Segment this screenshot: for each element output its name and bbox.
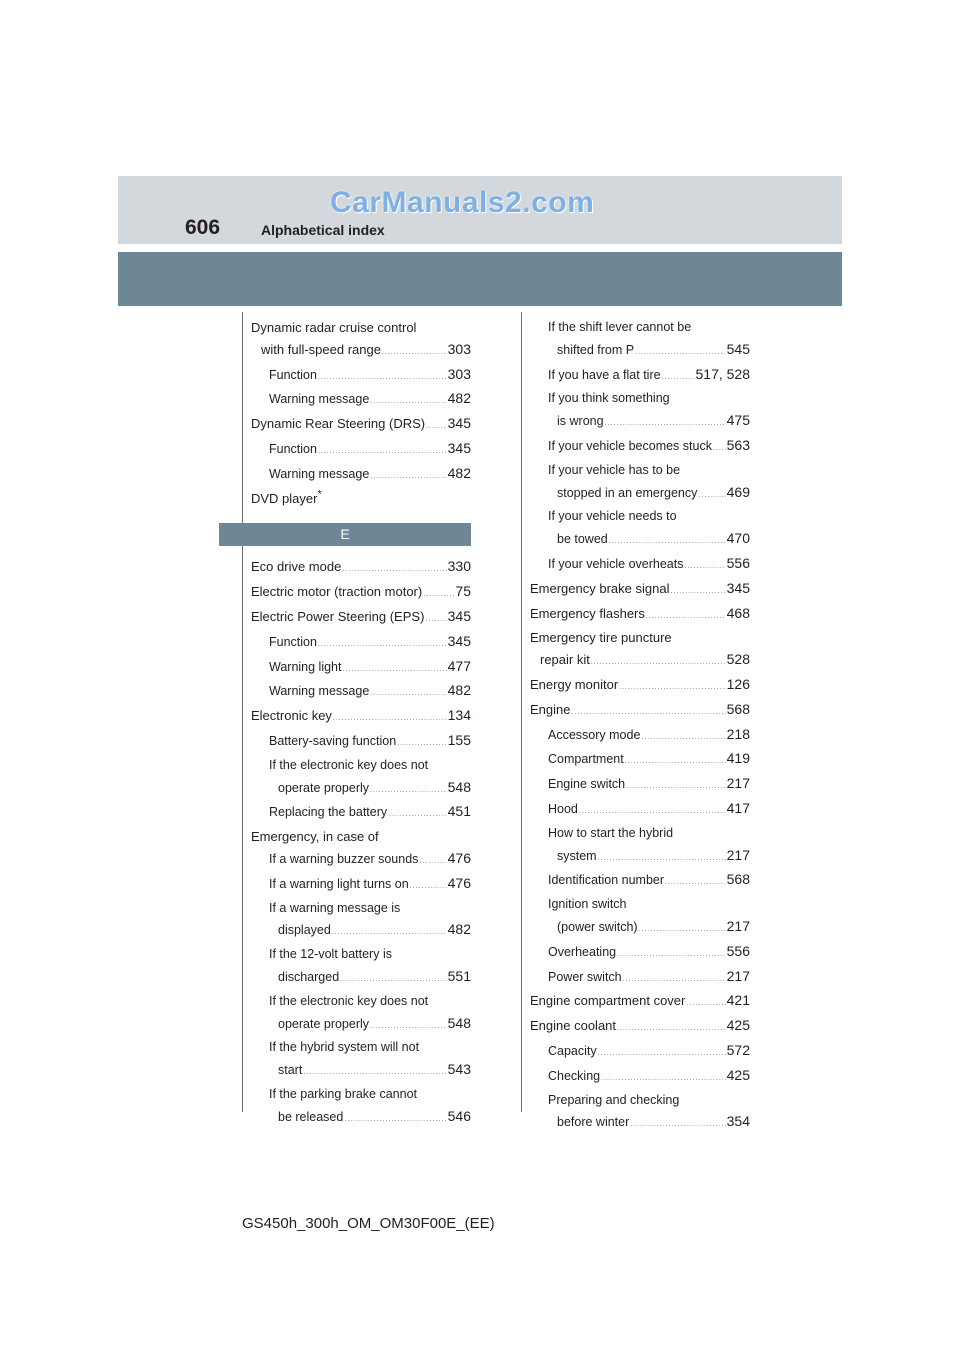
entry-page: 345 <box>447 439 471 456</box>
index-entry <box>530 364 750 389</box>
dot-leader <box>318 634 447 656</box>
dot-leader <box>332 922 447 944</box>
index-entry <box>251 755 471 777</box>
index-entry <box>251 1037 471 1059</box>
dot-leader <box>591 652 726 674</box>
entry-page: 303 <box>447 340 471 357</box>
entry-text: If your vehicle overheats <box>548 556 684 571</box>
entry-text: be towed <box>557 532 608 547</box>
index-entry <box>530 674 750 699</box>
dot-leader <box>579 801 726 823</box>
entry-page: 548 <box>447 1014 471 1031</box>
entry-text: Engine <box>530 701 571 717</box>
index-entry <box>530 317 750 339</box>
entry-text: If the hybrid system will not <box>269 1040 420 1055</box>
index-entry <box>251 944 471 966</box>
entry-text: discharged <box>278 969 340 984</box>
entry-page: 563 <box>726 436 750 453</box>
entry-page: 419 <box>726 750 750 767</box>
index-entry <box>530 699 750 724</box>
entry-text: (power switch) <box>557 919 638 934</box>
dot-leader <box>635 342 726 364</box>
index-entry <box>251 919 471 944</box>
entry-text: Battery-saving function <box>269 733 397 748</box>
index-entry <box>251 680 471 705</box>
dot-leader <box>318 441 447 463</box>
entry-page: 548 <box>447 778 471 795</box>
entry-text: Compartment <box>548 752 624 767</box>
entry-page: 469 <box>726 483 750 500</box>
entry-text: If your vehicle has to be <box>548 462 681 477</box>
entry-page: 218 <box>726 725 750 742</box>
entry-page: 551 <box>447 967 471 984</box>
index-entry <box>530 748 750 773</box>
index-entry <box>530 1111 750 1136</box>
entry-page: 417 <box>726 799 750 816</box>
entry-page: 421 <box>726 992 750 1009</box>
entry-text: Electric Power Steering (EPS) <box>251 608 425 624</box>
dot-leader <box>318 367 447 389</box>
entry-text: Ignition switch <box>548 897 627 912</box>
entry-text: Eco drive mode <box>251 559 342 575</box>
dot-leader <box>370 780 447 802</box>
column-divider-left <box>242 312 243 1112</box>
entry-text: Warning light <box>269 659 342 674</box>
index-entry <box>251 1013 471 1038</box>
dot-leader <box>303 1062 446 1084</box>
dot-leader <box>340 969 446 991</box>
entry-text: Function <box>269 441 317 456</box>
entry-page: 345 <box>447 632 471 649</box>
entry-text: system <box>557 848 597 863</box>
entry-page: 354 <box>726 1113 750 1130</box>
dot-leader <box>662 367 695 389</box>
dot-leader <box>609 531 726 553</box>
entry-text: be released <box>278 1109 344 1124</box>
entry-text: Power switch <box>548 969 622 984</box>
entry-text: operate properly <box>278 780 370 795</box>
entry-text: If the parking brake cannot <box>269 1086 418 1101</box>
watermark-logo: CarManuals2.com <box>330 186 595 219</box>
entry-text: Checking <box>548 1068 601 1083</box>
index-entry <box>251 873 471 898</box>
entry-text: Energy monitor <box>530 676 619 692</box>
entry-text: If a warning light turns on <box>269 876 409 891</box>
index-entry <box>251 826 471 848</box>
entry-page: 303 <box>447 365 471 382</box>
entry-text: shifted from P <box>557 342 635 357</box>
dot-leader <box>598 1043 726 1065</box>
index-entry <box>530 435 750 460</box>
index-entry <box>530 724 750 749</box>
dot-leader <box>397 733 446 755</box>
index-entry <box>251 364 471 389</box>
entry-text: Capacity <box>548 1043 597 1058</box>
dot-leader <box>625 751 726 773</box>
index-entry <box>251 848 471 873</box>
entry-text: Electric motor (traction motor) <box>251 584 423 600</box>
index-entry <box>530 528 750 553</box>
entry-text: Dynamic Rear Steering (DRS) <box>251 416 426 432</box>
section-band <box>118 252 842 306</box>
index-column-right <box>530 317 750 1136</box>
entry-page: 217 <box>726 967 750 984</box>
index-entry <box>530 845 750 870</box>
index-entry <box>251 1059 471 1084</box>
dot-leader <box>646 606 726 628</box>
dot-leader <box>626 776 726 798</box>
entry-page: 217 <box>726 775 750 792</box>
entry-page: 528 <box>726 651 750 668</box>
index-entry <box>530 773 750 798</box>
entry-text: Overheating <box>548 944 617 959</box>
dot-leader <box>601 1068 726 1090</box>
entry-text: stopped in an emergency <box>557 485 698 500</box>
entry-text: If your vehicle needs to <box>548 509 677 524</box>
entry-text: operate properly <box>278 1016 370 1031</box>
index-entry <box>530 869 750 894</box>
dot-leader <box>665 872 726 894</box>
entry-page: 451 <box>447 803 471 820</box>
entry-page: 475 <box>726 412 750 429</box>
index-entry <box>251 631 471 656</box>
entry-text: Emergency brake signal <box>530 580 670 596</box>
index-entry <box>251 317 471 339</box>
entry-page: 572 <box>726 1041 750 1058</box>
entry-text: If you have a flat tire <box>548 367 661 382</box>
index-entry <box>530 1015 750 1040</box>
entry-text: If the electronic key does not <box>269 757 429 772</box>
index-entry <box>251 730 471 755</box>
entry-text: Engine compartment cover <box>530 993 686 1009</box>
index-entry <box>530 553 750 578</box>
dot-leader <box>670 581 725 603</box>
entry-text: Emergency, in case of <box>251 829 379 845</box>
entry-text: Accessory mode <box>548 727 641 742</box>
entry-page: 482 <box>447 682 471 699</box>
dot-leader <box>425 609 446 631</box>
entry-page: 545 <box>726 340 750 357</box>
index-entry <box>251 705 471 730</box>
dot-leader <box>685 556 726 578</box>
dot-leader <box>623 969 726 991</box>
column-divider-right <box>521 312 522 1112</box>
index-entry <box>251 339 471 364</box>
entry-page: 330 <box>447 558 471 575</box>
entry-page: 345 <box>726 579 750 596</box>
dot-leader <box>605 413 726 435</box>
entry-page: 546 <box>447 1107 471 1124</box>
dot-leader <box>342 559 446 581</box>
dot-leader <box>598 848 726 870</box>
entry-page: 468 <box>726 604 750 621</box>
index-entry <box>530 388 750 410</box>
index-entry <box>251 656 471 681</box>
entry-text: is wrong <box>557 414 604 429</box>
dot-leader <box>619 677 725 699</box>
dot-leader <box>343 659 447 681</box>
entry-text: Emergency flashers <box>530 605 645 621</box>
dot-leader <box>344 1109 446 1131</box>
index-entry <box>530 1065 750 1090</box>
entry-text: Engine coolant <box>530 1018 617 1034</box>
entry-text: displayed <box>278 923 331 938</box>
entry-page: 482 <box>447 464 471 481</box>
index-entry <box>251 438 471 463</box>
entry-text: How to start the hybrid <box>548 825 674 840</box>
entry-text: Preparing and checking <box>548 1092 680 1107</box>
entry-page: 75 <box>455 583 471 600</box>
entry-text: If you think something <box>548 391 670 406</box>
index-entry <box>251 777 471 802</box>
index-entry <box>530 916 750 941</box>
dot-leader <box>617 944 726 966</box>
entry-text: Warning message <box>269 466 370 481</box>
entry-text: Engine switch <box>548 777 626 792</box>
entry-text: Warning message <box>269 684 370 699</box>
dot-leader <box>698 485 725 507</box>
index-entry <box>251 413 471 438</box>
entry-page: 217 <box>726 917 750 934</box>
entry-text: repair kit <box>540 652 590 668</box>
entry-text: DVD player <box>251 490 318 506</box>
index-entry <box>530 578 750 603</box>
index-entry <box>251 898 471 920</box>
index-entry <box>530 339 750 364</box>
section-header-e: E <box>219 523 471 546</box>
dot-leader <box>410 876 447 898</box>
entry-text: Hood <box>548 801 578 816</box>
document-code: GS450h_300h_OM_OM30F00E_(EE) <box>242 1215 495 1232</box>
entry-page: 345 <box>447 607 471 624</box>
dot-leader <box>641 727 725 749</box>
dot-leader <box>423 584 454 606</box>
index-entry <box>251 463 471 488</box>
index-entry <box>251 556 471 581</box>
dot-leader <box>370 466 446 488</box>
index-entry <box>530 410 750 435</box>
dot-leader <box>426 416 447 438</box>
dot-leader <box>686 993 725 1015</box>
entry-page: 470 <box>726 530 750 547</box>
entry-text: start <box>278 1063 303 1078</box>
entry-text: before winter <box>557 1115 630 1130</box>
index-entry <box>530 966 750 991</box>
entry-text: If the 12-volt battery is <box>269 947 392 962</box>
entry-text: Electronic key <box>251 708 332 724</box>
index-entry <box>251 801 471 826</box>
index-entry <box>530 1090 750 1112</box>
asterisk-mark: * <box>317 488 322 501</box>
index-entry <box>251 991 471 1013</box>
entry-page: 476 <box>447 849 471 866</box>
index-entry <box>530 798 750 823</box>
index-entry <box>530 506 750 528</box>
dot-leader <box>370 1016 447 1038</box>
entry-page: 126 <box>726 675 750 692</box>
entry-page: 556 <box>726 554 750 571</box>
entry-page: 568 <box>726 871 750 888</box>
index-entry <box>530 1040 750 1065</box>
entry-text: If the shift lever cannot be <box>548 320 692 334</box>
dot-leader <box>388 804 447 826</box>
index-entry <box>251 581 471 606</box>
entry-page: 482 <box>447 921 471 938</box>
dot-leader <box>419 851 446 873</box>
entry-page: 476 <box>447 874 471 891</box>
entry-text: with full-speed range <box>261 341 381 357</box>
index-entry <box>530 649 750 674</box>
dot-leader <box>333 708 447 730</box>
entry-text: Identification number <box>548 873 665 888</box>
dot-leader <box>382 342 447 364</box>
index-entry <box>530 823 750 845</box>
entry-page: 217 <box>726 846 750 863</box>
index-entry <box>530 894 750 916</box>
entry-page: 556 <box>726 942 750 959</box>
index-entry <box>530 627 750 649</box>
index-entry <box>530 941 750 966</box>
entry-page: 477 <box>447 657 471 674</box>
entry-page: 134 <box>447 707 471 724</box>
entry-page: 568 <box>726 700 750 717</box>
index-entry <box>530 603 750 628</box>
entry-text: Emergency tire puncture <box>530 630 672 646</box>
entry-page: 155 <box>447 731 471 748</box>
dot-leader <box>639 919 726 941</box>
entry-page: 425 <box>726 1017 750 1034</box>
entry-text: Function <box>269 634 317 649</box>
dot-leader <box>713 438 726 460</box>
entry-text: Warning message <box>269 392 370 407</box>
index-entry <box>251 1106 471 1131</box>
page-title: Alphabetical index <box>261 222 385 238</box>
entry-text: If your vehicle becomes stuck <box>548 438 712 453</box>
entry-text: If the electronic key does not <box>269 993 429 1008</box>
index-entry <box>251 488 471 510</box>
index-entry <box>251 388 471 413</box>
page-number: 606 <box>185 216 221 239</box>
index-entry <box>251 1084 471 1106</box>
entry-text: Function <box>269 367 317 382</box>
index-entry <box>530 990 750 1015</box>
entry-page: 517, 528 <box>695 365 750 382</box>
entry-text: Dynamic radar cruise control <box>251 320 417 335</box>
dot-leader <box>370 683 446 705</box>
dot-leader <box>370 391 446 413</box>
entry-text: If a warning message is <box>269 900 401 915</box>
index-entry <box>530 482 750 507</box>
dot-leader <box>617 1018 726 1040</box>
entry-page: 345 <box>447 415 471 432</box>
index-column-left <box>251 317 471 1131</box>
entry-page: 425 <box>726 1066 750 1083</box>
entry-page: 543 <box>447 1061 471 1078</box>
entry-text: If a warning buzzer sounds <box>269 851 419 866</box>
entry-page: 482 <box>447 390 471 407</box>
dot-leader <box>571 702 725 724</box>
index-entry <box>251 966 471 991</box>
index-entry <box>251 606 471 631</box>
index-entry <box>530 460 750 482</box>
entry-text: Replacing the battery <box>269 805 388 820</box>
dot-leader <box>630 1114 725 1136</box>
